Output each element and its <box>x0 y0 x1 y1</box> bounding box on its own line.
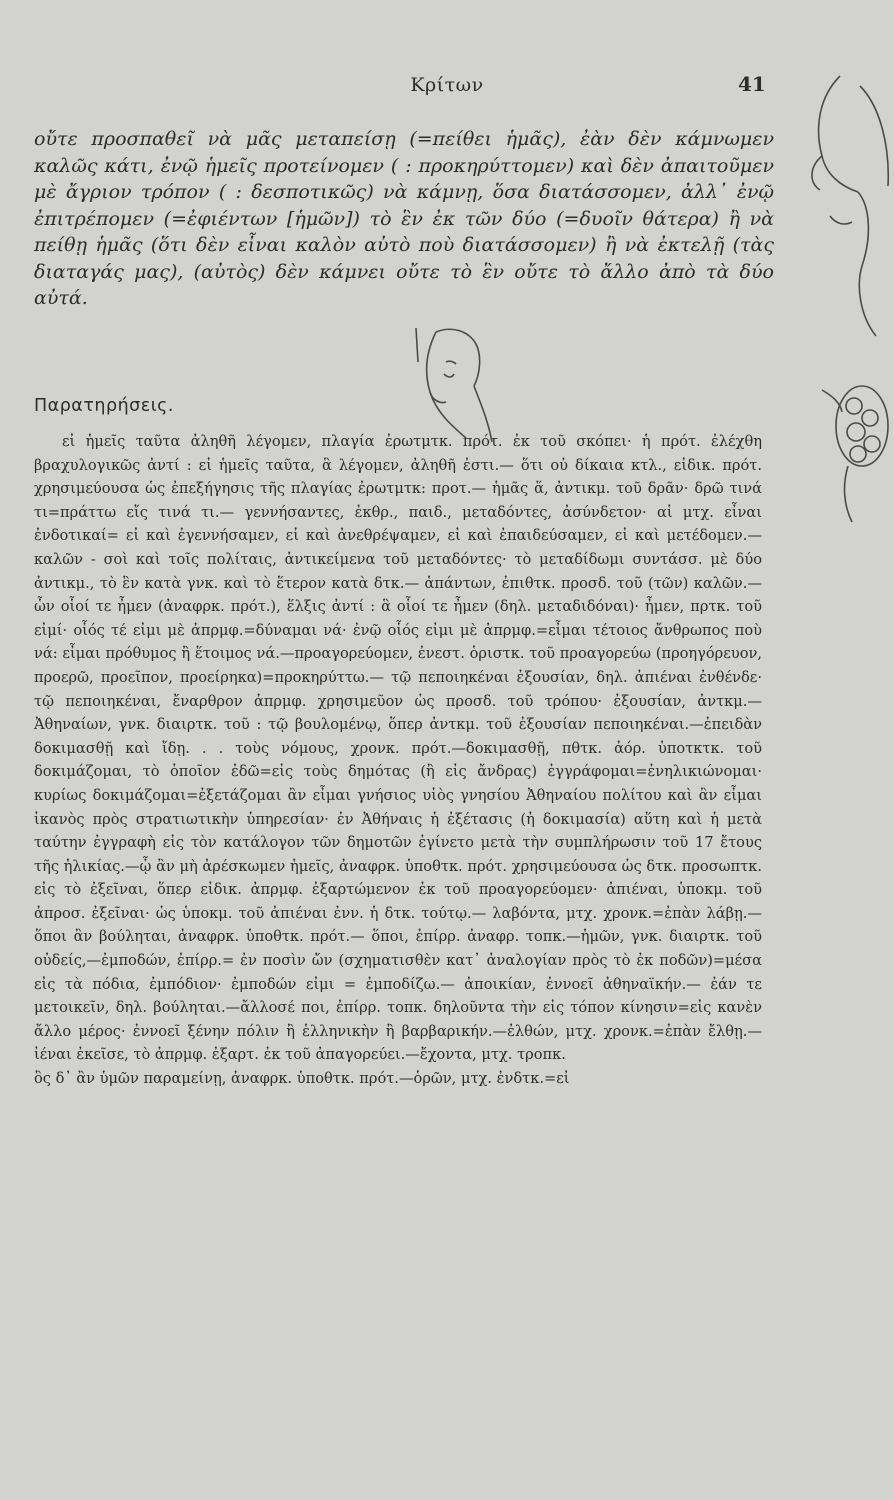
notes-section <box>34 430 762 1091</box>
notes-heading: Παρατηρήσεις. <box>34 396 174 416</box>
flower-sketch-icon <box>818 366 894 526</box>
face-sketch-icon <box>396 322 516 452</box>
notes-paragraph-last: ὃς δ᾽ ἂν ὑμῶν παραμείνῃ, ἀναφρκ. ὑποθτκ. πρότ.—ὁρῶν, μτχ. ἐνδτκ.=εἰ <box>34 1070 570 1088</box>
page-number: 41 <box>738 72 766 96</box>
running-header: Κρίτων <box>410 74 484 96</box>
profile-sketch-icon <box>800 66 894 366</box>
translation-text <box>34 126 774 312</box>
notes-paragraph: εἰ ἡμεῖς ταῦτα ἀληθῆ λέγομεν, πλαγία ἐρωτμτκ. πρότ. ἐκ τοῦ σκόπει· ἡ πρότ. ἐλέχθη βραχυλογικῶς ἀντί : εἰ ἡμεῖς ταῦτα, ἃ λέγομεν, ἀληθῆ ἐστι.— ὅτι οὐ δίκαια κτλ., εἰδικ. πρότ. χρησιμεύουσα ὡς ἐπεξήγησις τῆς πλαγίας ἐρωτμτκ: προτ.— ἡμᾶς ἅ, ἀντικμ. τοῦ δρᾶν· δρῶ τινά τι=πράττω εἴς τινά τι.— γεννήσαντες, ἐκθρ., παιδ., μεταδόντες, ἀσύνδετον· αἱ μτχ. εἶναι ἐνδοτικαί= εἰ καὶ ἐγεννήσαμεν, εἰ καὶ ἀνεθρέψαμεν, εἰ καὶ ἐπαιδεύσαμεν, εἰ καὶ μετέδομεν.— καλῶν - σοὶ καὶ τοῖς πολίταις, ἀντικείμενα τοῦ μεταδόντες· τὸ μεταδίδωμι συντάσσ. μὲ δύο ἀντικμ., τὸ ἓν κατὰ γνκ. καὶ τὸ ἕτερον κατὰ δτκ.— ἁπάντων, ἐπιθτκ. προσδ. τοῦ (τῶν) καλῶν.—ὧν οἷοί τε ἦμεν (ἀναφρκ. πρότ.), ἕλξις ἀντί : ἃ οἷοί τε ἦμεν (δηλ. μεταδιδόναι)· ἦμεν, πρτκ. τοῦ εἰμί· οἷός τέ εἰμι μὲ ἀπρμφ.=δύναμαι νά· ἐνῷ οἷός εἰμι μὲ ἀπρμφ.=εἶμαι τέτοιος ἄνθρωπος ποὺ νά: εἶμαι πρόθυμος ἢ ἕτοιμος νά.—προαγορεύομεν, ἐνεστ. ὁριστκ. τοῦ προαγορεύω (προηγόρευον, προερῶ, προεῖπον, προείρηκα)=προκηρύττω.— τῷ πεποιηκέναι ἐξουσίαν, δηλ. ἀπιέναι ἐνθένδε· τῷ πεποιηκέναι, ἔναρθρον ἀπρμφ. χρησιμεῦον ὡς προσδ. τοῦ τρόπου· ἐξουσίαν, ἀντκμ.—Ἀθηναίων, γνκ. διαιρτκ. τοῦ : τῷ βουλομένῳ, ὅπερ ἀντκμ. τοῦ ἐξουσίαν πεποιηκέναι.—ἐπειδὰν δοκιμασθῇ καὶ ἴδῃ. . . τοὺς νόμους, χρονκ. πρότ.—δοκιμασθῇ, πθτκ. ἀόρ. ὑποτκτκ. τοῦ δοκιμάζομαι, τὸ ὁποῖον ἐδῶ=εἰς τοὺς δημότας (ἢ εἰς ἄνδρας) ἐγγράφομαι=ἐνηλικιώνομαι· κυρίως δοκιμάζομαι=ἐξετάζομαι ἂν εἶμαι γνήσιος υἱὸς γνησίου Ἀθηναίου πολίτου καὶ ἂν εἶμαι ἱκανὸς πρὸς στρατιωτικὴν ὑπηρεσίαν· ἐν Ἀθήναις ἡ ἐξέτασις (ἡ δοκιμασία) αὕτη καὶ ἡ μετὰ ταύτην ἐγγραφὴ εἰς τὸν κατάλογον τῶν δημοτῶν ἐγίνετο μετὰ τὴν συμπλήρωσιν τοῦ 17 ἔτους τῆς ἡλικίας.—ᾧ ἂν μὴ ἀρέσκωμεν ἡμεῖς, ἀναφρκ. ὑποθτκ. πρότ. χρησιμεύουσα ὡς δτκ. προσωπτκ. εἰς τὸ ἐξεῖναι, ὅπερ εἰδικ. ἀπρμφ. ἐξαρτώμενον ἐκ τοῦ προαγορεύομεν· ἀπιέναι, ὑποκμ. τοῦ ἀπροσ. ἐξεῖναι· ὡς ὑποκμ. τοῦ ἀπιέναι ἐνν. ἡ δτκ. τούτῳ.— λαβόντα, μτχ. χρονκ.=ἐπὰν λάβῃ.—ὅποι ἂν βούληται, ἀναφρκ. ὑποθτκ. πρότ.— ὅποι, ἐπίρρ. ἀναφρ. τοπκ.—ἡμῶν, γνκ. διαιρτκ. τοῦ οὐδείς,—ἐμποδών, ἐπίρρ.= ἐν ποσὶν ὤν (σχηματισθὲν κατ᾽ ἀναλογίαν πρὸς τὸ ἐκ ποδῶν)=μέσα εἰς τὰ πόδια, ἐμπόδιον· ἐμποδών εἰμι = ἐμποδίζω.— ἀποικίαν, ἐννοεῖ ἀθηναϊκήν.— ἐάν τε μετοικεῖν, δηλ. βούληται.—ἄλλοσέ ποι, ἐπίρρ. τοπκ. δηλοῦντα τὴν εἰς τόπον κίνησιν=εἰς κανὲν ἄλλο μέρος· ἐννοεῖ ξένην πόλιν ἢ ἑλληνικὴν ἢ βαρβαρικήν.—ἐλθών, μτχ. χρονκ.=ἐπὰν ἔλθῃ.—ἰέναι ἐκεῖσε, τὸ ἀπρμφ. ἐξαρτ. ἐκ τοῦ ἀπαγορεύει.—ἔχοντα, μτχ. τροπκ. <box>34 433 762 1064</box>
translation-paragraph: οὔτε προσπαθεῖ νὰ μᾶς μεταπείσῃ (=πείθει ἡμᾶς), ἐὰν δὲν κάμνωμεν καλῶς κάτι, ἐνῷ ἡμεῖς προτείνομεν ( : προκηρύττομεν) καὶ δὲν ἀπαιτοῦμεν μὲ ἄγριον τρόπον ( : δεσποτικῶς) νὰ κάμνῃ, ὅσα διατάσσομεν, ἀλλ᾽ ἐνῷ ἐπιτρέπομεν (=ἐφιέντων [ἡμῶν]) τὸ ἓν ἐκ τῶν δύο (=δυοῖν θάτερα) ἢ νὰ πείθῃ ἡμᾶς (ὅτι δὲν εἶναι καλὸν αὐτὸ ποὺ διατάσσομεν) ἢ νὰ ἐκτελῇ (τὰς διαταγάς μας), (αὐτὸς) δὲν κάμνει οὔτε τὸ ἓν οὔτε τὸ ἄλλο ἀπὸ τὰ δύο αὐτά. <box>34 128 774 309</box>
